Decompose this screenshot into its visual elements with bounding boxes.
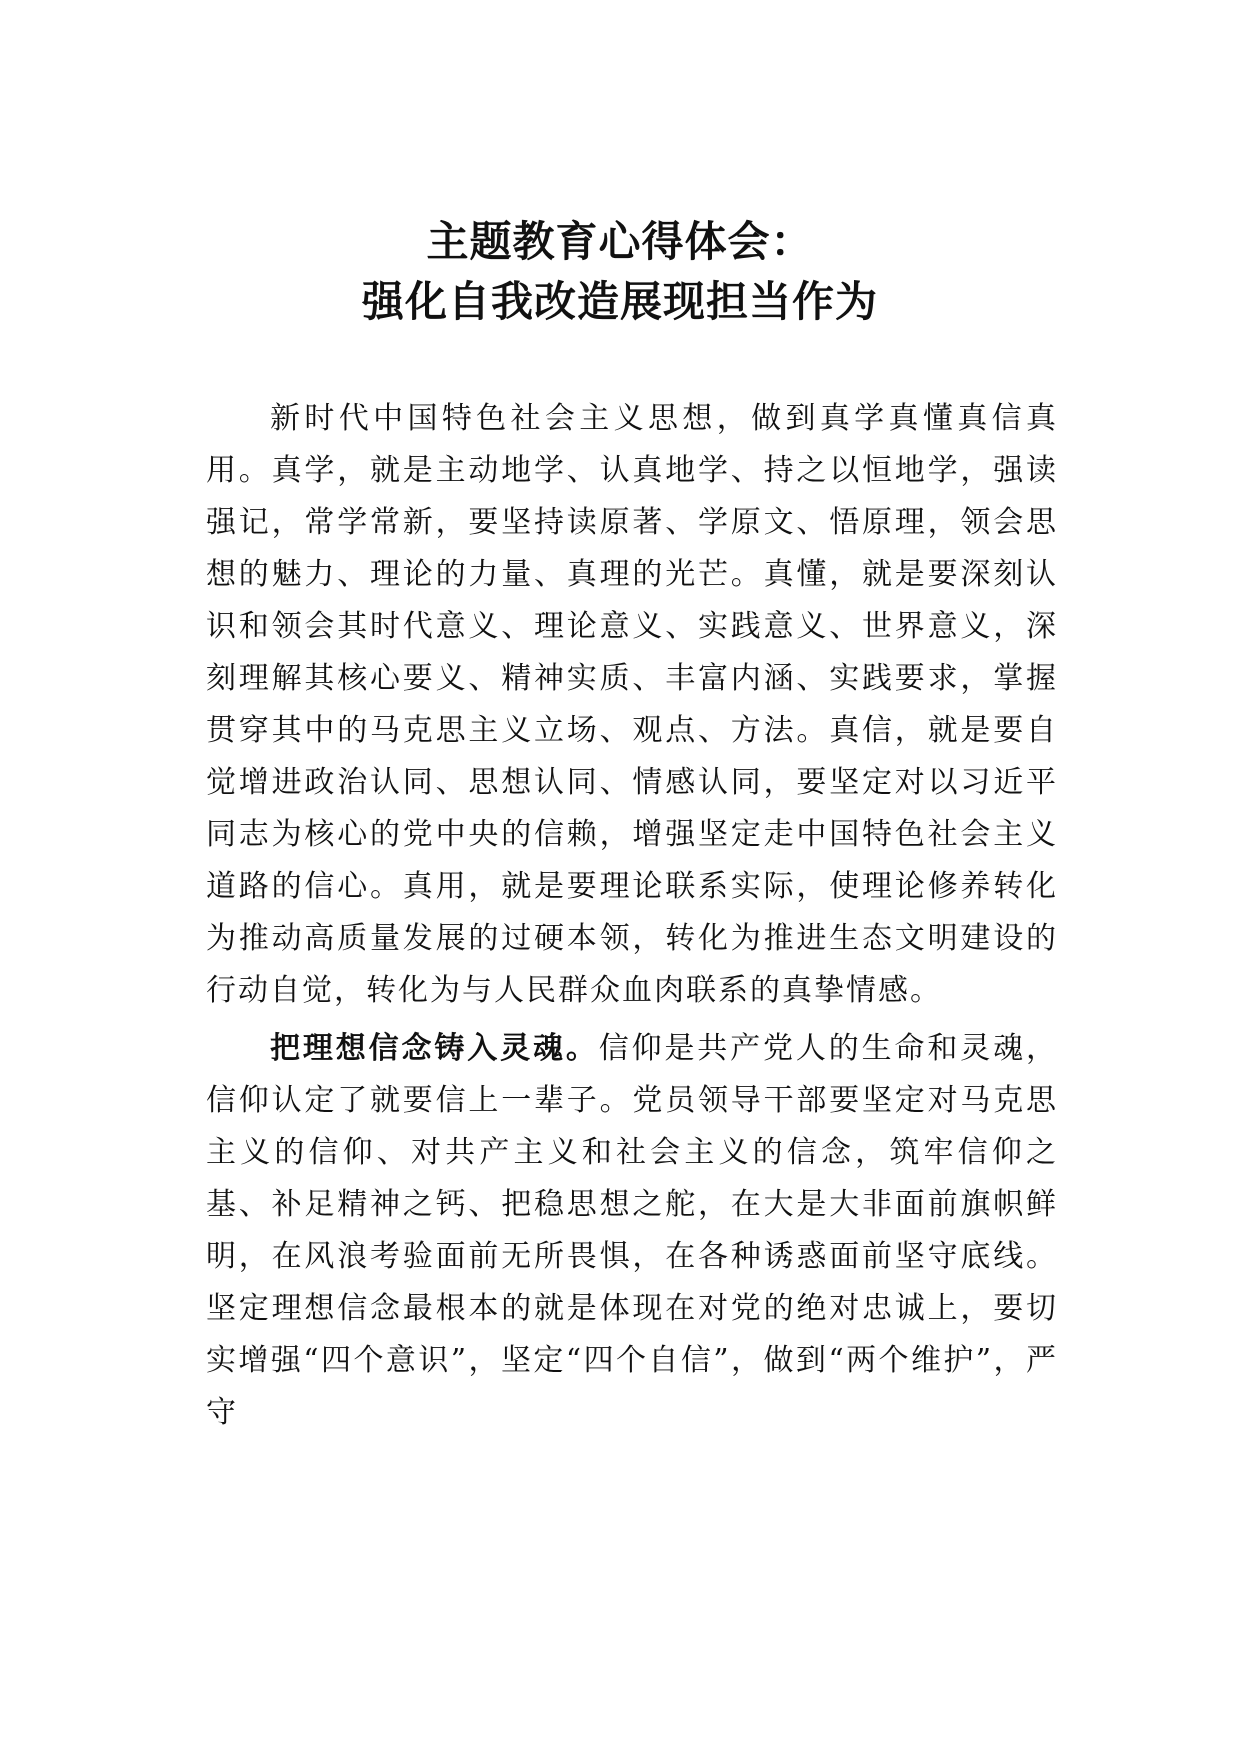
paragraph-2-lead: 把理想信念铸入灵魂。 (270, 1031, 599, 1066)
paragraph-1-text: 新时代中国特色社会主义思想，做到真学真懂真信真用。真学，就是主动地学、认真地学、持之以恒地学，强读强记，常学常新，要坚持读原著、学原文、悟原理，领会思想的魅力、理论的力量、真理的光芒。真懂，就是要深刻认识和领会其时代意义、理论意义、实践意义、世界意义，深刻理解其核心要义、精神实质、丰富内涵、实践要求，掌握贯穿其中的马克思主义立场、观点、方法。真信，就是要自觉增进政治认同、思想认同、情感认同，要坚定对以习近平同志为核心的党中央的信赖，增强坚定走中国特色社会主义道路的信心。真用，就是要理论联系实际，使理论修养转化为推动高质量发展的过硬本领，转化为推进生态文明建设的行动自觉，转化为与人民群众血肉联系的真挚情感。 (206, 401, 1058, 1008)
title-line-1: 主题教育心得体会： (426, 217, 814, 266)
body-text (206, 393, 1058, 1439)
paragraph-1 (206, 393, 1058, 1017)
page-title (0, 212, 1240, 332)
title-line-2: 强化自我改造展现担当作为 (361, 277, 878, 326)
paragraph-2-text: 信仰是共产党人的生命和灵魂，信仰认定了就要信上一辈子。党员领导干部要坚定对马克思主义的信仰、对共产主义和社会主义的信念，筑牢信仰之基、补足精神之钙、把稳思想之舵，在大是大非面前旗帜鲜明，在风浪考验面前无所畏惧，在各种诱惑面前坚守底线。坚定理想信念最根本的就是体现在对党的绝对忠诚上，要切实增强“四个意识”，坚定“四个自信”，做到“两个维护”，严守 (206, 1031, 1059, 1430)
paragraph-2 (206, 1023, 1058, 1439)
